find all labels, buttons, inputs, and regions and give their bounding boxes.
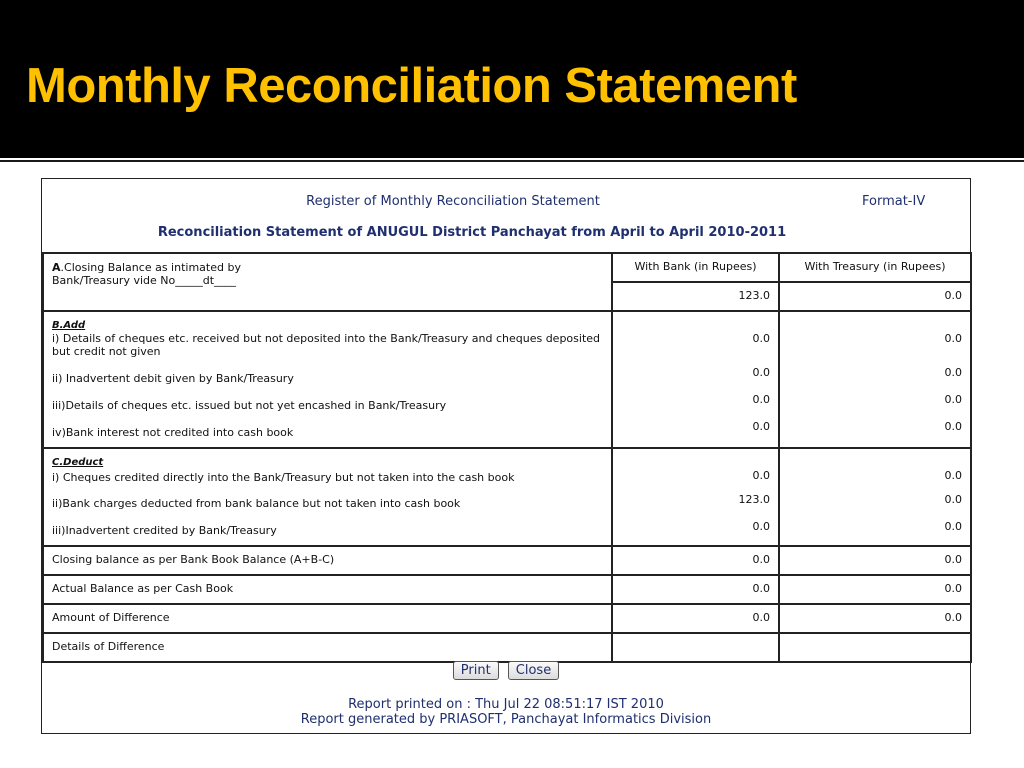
section-b-row-3-bank: 0.0 (752, 393, 770, 406)
actual-balance-bank: 0.0 (752, 582, 770, 595)
report-generated-text: Report generated by PRIASOFT, Panchayat Informatics Division (300, 712, 712, 727)
format-label: Format-IV (862, 194, 926, 209)
section-c-row-2-treasury: 0.0 (944, 493, 962, 506)
reconciliation-table (42, 252, 972, 663)
section-b-row-4-bank: 0.0 (752, 420, 770, 433)
section-a-prefix: A (52, 261, 61, 274)
details-difference-row (43, 633, 971, 662)
section-b-row-3-label: iii)Details of cheques etc. issued but not yet encashed in Bank/Treasury (52, 399, 447, 412)
section-c-row-1-label: i) Cheques credited directly into the Bank/Treasury but not taken into the cash book (52, 471, 515, 484)
section-c-heading: C.Deduct (52, 457, 104, 468)
section-b-row-4-treasury: 0.0 (944, 420, 962, 433)
col-header-bank: With Bank (in Rupees) (612, 253, 779, 282)
section-c-row-1-bank: 0.0 (752, 469, 770, 482)
section-c-row-3-treasury: 0.0 (944, 520, 962, 533)
details-difference-treasury (780, 634, 970, 661)
closing-balance-bank: 0.0 (752, 553, 770, 566)
section-b-row-2-label: ii) Inadvertent debit given by Bank/Treasury (52, 372, 294, 385)
difference-treasury: 0.0 (944, 611, 962, 624)
section-a-treasury: 0.0 (779, 282, 971, 311)
section-b-row-1-treasury: 0.0 (944, 332, 962, 345)
section-c-row-3-bank: 0.0 (752, 520, 770, 533)
closing-balance-row (43, 546, 971, 575)
actual-balance-row (43, 575, 971, 604)
report-printed-text: Report printed on : Thu Jul 22 08:51:17 IST 2010 (348, 697, 664, 712)
section-c-bank-values (612, 448, 779, 546)
section-a-bank: 123.0 (612, 282, 779, 311)
section-b (43, 311, 971, 448)
difference-label: Amount of Difference (52, 611, 170, 624)
section-b-bank-values (612, 311, 779, 448)
actual-balance-label: Actual Balance as per Cash Book (52, 582, 234, 595)
section-a-label-cell (43, 253, 612, 311)
section-b-row-1-bank: 0.0 (752, 332, 770, 345)
closing-balance-treasury: 0.0 (944, 553, 962, 566)
divider (0, 160, 1024, 162)
section-c-row-3-label: iii)Inadvertent credited by Bank/Treasury (52, 524, 277, 537)
section-c (43, 448, 971, 546)
actual-balance-treasury: 0.0 (944, 582, 962, 595)
report-heading: Reconciliation Statement of ANUGUL District Panchayat from April to April 2010-2011 (157, 225, 787, 240)
section-a-label-line2: Bank/Treasury vide No_____dt____ (52, 274, 237, 287)
section-b-heading: B.Add (52, 320, 86, 331)
section-a-label-line1: .Closing Balance as intimated by (60, 261, 241, 274)
section-b-row-3-treasury: 0.0 (944, 393, 962, 406)
section-b-row-2-treasury: 0.0 (944, 366, 962, 379)
button-bar (42, 659, 970, 680)
slide-title: Monthly Reconciliation Statement (26, 59, 797, 113)
section-b-treasury-values (779, 311, 971, 448)
close-button[interactable]: Close (508, 661, 559, 680)
section-c-row-1-treasury: 0.0 (944, 469, 962, 482)
section-c-labels (43, 448, 612, 546)
difference-bank: 0.0 (752, 611, 770, 624)
report-footer (42, 697, 970, 727)
section-b-row-4-label: iv)Bank interest not credited into cash book (52, 426, 294, 439)
closing-balance-label: Closing balance as per Bank Book Balance (A+B-C) (52, 553, 335, 566)
register-title: Register of Monthly Reconciliation Statement (306, 194, 600, 209)
section-c-row-2-bank: 123.0 (738, 493, 770, 506)
print-button[interactable]: Print (453, 661, 499, 680)
details-difference-bank (613, 634, 778, 661)
difference-row (43, 604, 971, 633)
section-b-labels (43, 311, 612, 448)
col-header-treasury: With Treasury (in Rupees) (779, 253, 971, 282)
section-b-row-1-label: i) Details of cheques etc. received but not deposited into the Bank/Treasury and cheques deposited but credit not given (52, 332, 601, 358)
report-frame (41, 178, 971, 734)
details-difference-label: Details of Difference (52, 640, 165, 653)
section-a-row (43, 253, 971, 282)
section-b-row-2-bank: 0.0 (752, 366, 770, 379)
section-c-row-2-label: ii)Bank charges deducted from bank balance but not taken into cash book (52, 497, 461, 510)
section-c-treasury-values (779, 448, 971, 546)
